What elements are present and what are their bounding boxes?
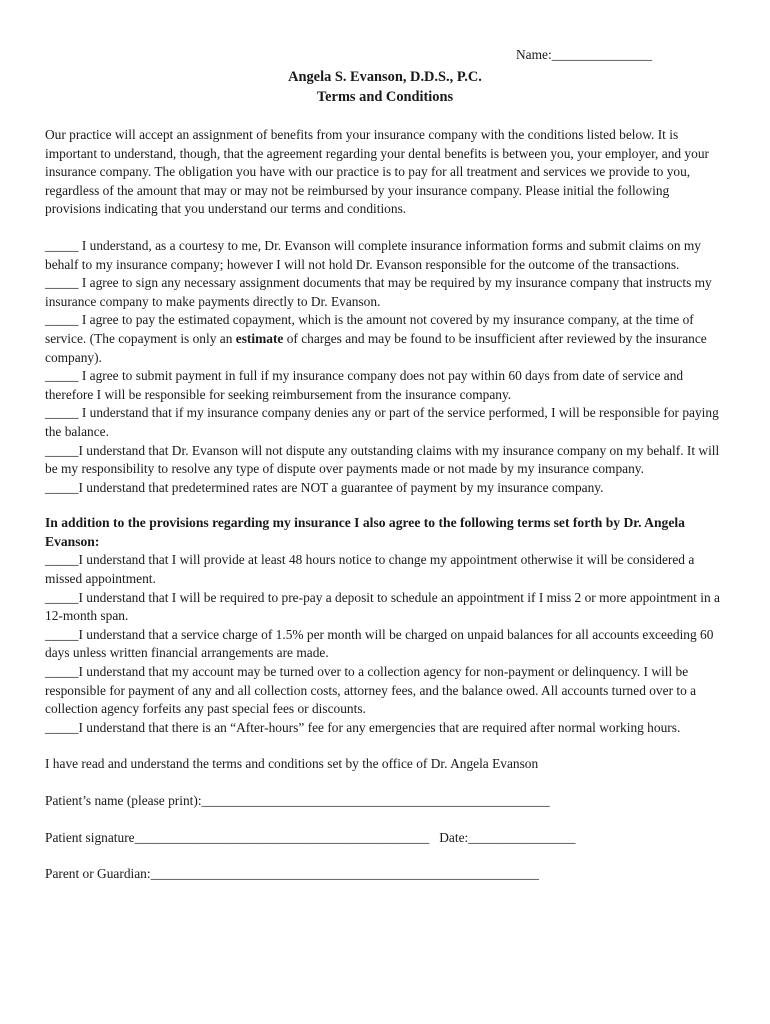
provision-item-copayment — [45, 311, 725, 367]
guardian-line: Parent or Guardian:__________________________________________________________ — [45, 866, 539, 882]
date-line: Date:________________ — [439, 829, 576, 845]
name-field-label: Name:_______________ — [516, 47, 653, 62]
term-item: _____I understand that a service charge of 1.5% per month will be charged on unpaid balances for all accounts exceeding 60 days unless written financial arrangements are made. — [45, 626, 714, 661]
patient-name-line: Patient’s name (please print):____________________________________________________ — [45, 793, 550, 808]
additional-terms — [45, 551, 725, 737]
provision-item: _____ I agree to submit payment in full if my insurance company does not pay within 60 days from date of service and therefore I will be responsible for seeking reimbursement from the insurance company. — [45, 368, 684, 402]
acknowledgement-statement: I have read and understand the terms and conditions set by the office of Dr. Angela Evanson — [45, 756, 539, 772]
provision-item: _____ I understand, as a courtesy to me, Dr. Evanson will complete insurance information forms and submit claims on my behalf to my insurance company; however I will not hold Dr. Evanson responsible for the outcome of the transactions. — [45, 237, 702, 272]
provision-item: _____I understand that Dr. Evanson will not dispute any outstanding claims with my insurance company on my behalf. It will be my responsibility to resolve any type of dispute over payments made or not made by my insurance company. — [45, 442, 720, 477]
copay-text-before: _____ I agree to pay the estimated copayment, which is the amount not covered by my insurance company, at the time of service. (The copayment is only an — [45, 312, 694, 346]
document-header — [0, 67, 770, 107]
patient-signature-line: Patient signature____________________________________________ — [45, 829, 430, 845]
provision-item: _____I understand that predetermined rates are NOT a guarantee of payment by my insurance company. — [45, 479, 604, 495]
provision-item: _____ I agree to sign any necessary assignment documents that may be required by my insurance company that instructs my insurance company to make payments directly to Dr. Evanson. — [45, 275, 712, 309]
term-item: _____I understand that my account may be turned over to a collection agency for non-payment or delinquency. I will be responsible for payment of any and all collection costs, attorney fees, and the balance owed. All accounts turned over to a collection agency forfeits any past special fees or discounts. — [45, 664, 697, 717]
additional-terms-heading: In addition to the provisions regarding my insurance I also agree to the following terms set forth by Dr. Angela Evanson: — [45, 515, 685, 549]
term-item: _____I understand that there is an “After-hours” fee for any emergencies that are required after normal working hours. — [45, 719, 681, 735]
copay-text-after: of charges and may be found to be insufficient after reviewed by the insurance company). — [45, 330, 707, 365]
term-item: _____I understand that I will be required to pre-pay a deposit to schedule an appointment if I miss 2 or more appointment in a 12-month span. — [45, 589, 720, 624]
document-body — [45, 126, 725, 884]
copay-estimate-bold: estimate — [235, 330, 284, 346]
signature-date-row — [45, 829, 725, 848]
document-subtitle: Terms and Conditions — [316, 89, 454, 105]
term-item: _____I understand that I will provide at least 48 hours notice to change my appointment otherwise it will be considered a missed appointment. — [45, 552, 695, 587]
practice-title: Angela S. Evanson, D.D.S., P.C. — [288, 69, 482, 85]
intro-paragraph: Our practice will accept an assignment of benefits from your insurance company with the conditions listed below. It is important to understand, though, that the agreement regarding your dental benefits is between you, your employer, and your insurance company. The obligation you have with our practice is to pay for all treatment and services we provide to you, regardless of the amount that may or may not be reimbursed by your insurance company. Please initial the following provisions indicating that you understand our terms and conditions. — [45, 127, 709, 217]
provision-item: _____ I understand that if my insurance company denies any or part of the service performed, I will be responsible for paying the balance. — [45, 405, 719, 439]
insurance-provisions — [45, 237, 725, 497]
